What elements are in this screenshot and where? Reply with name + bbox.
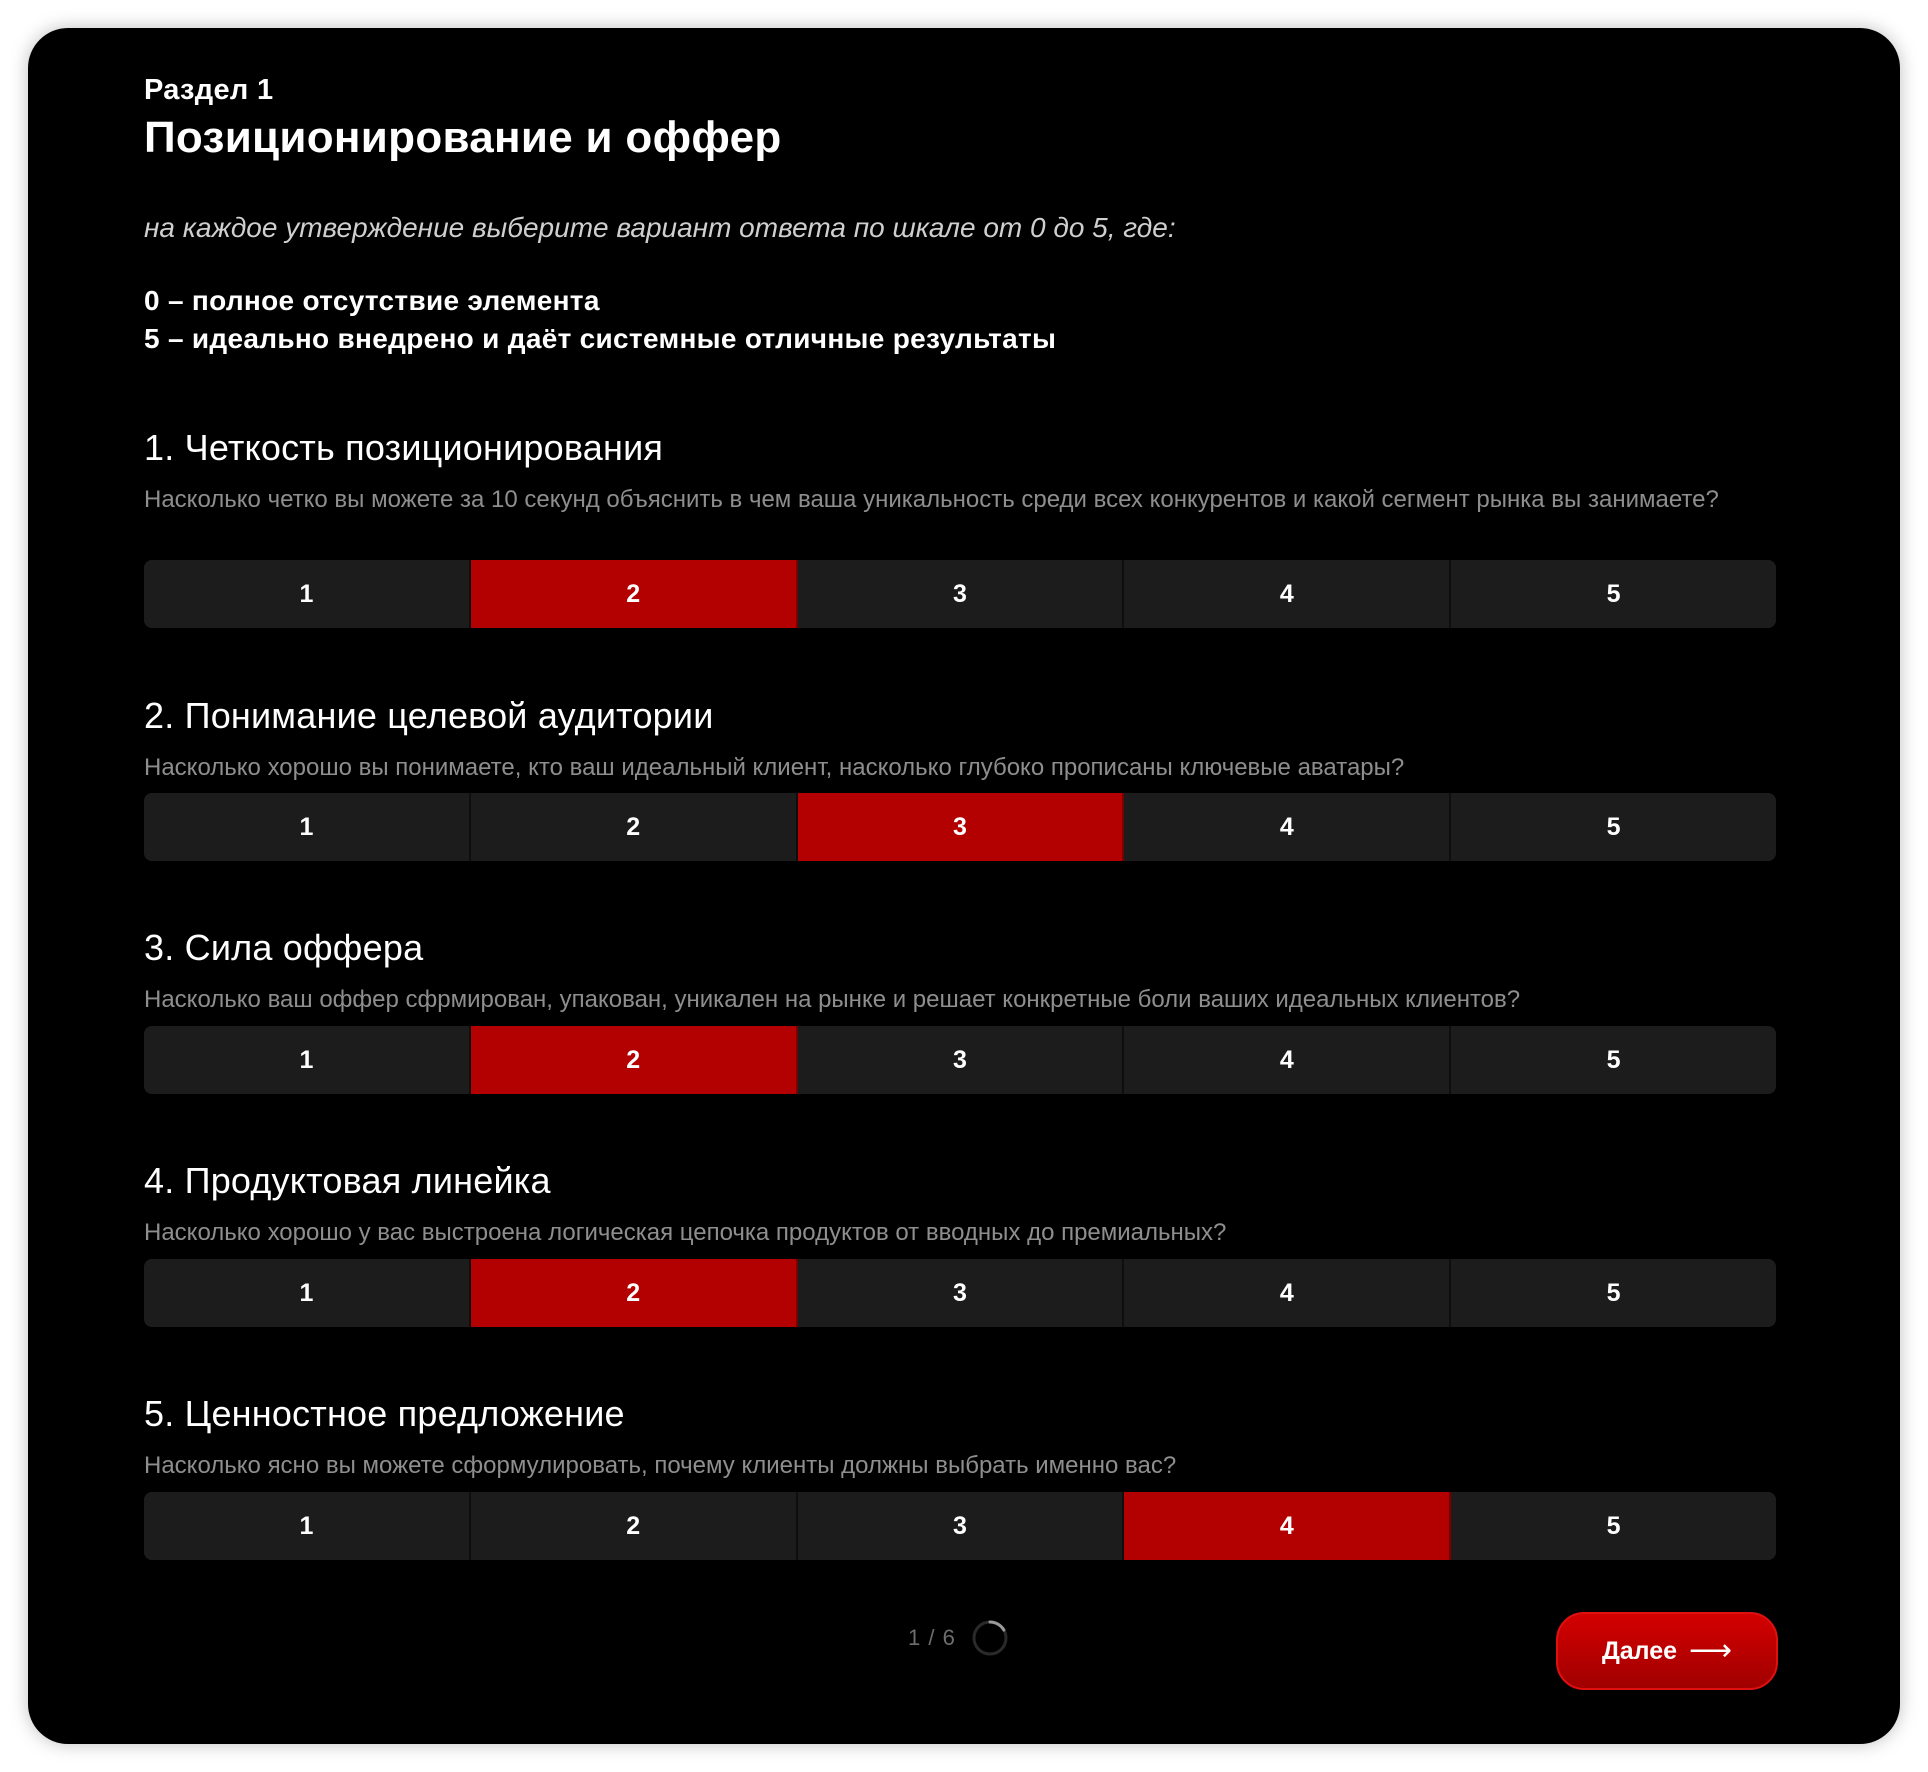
question-title: 1. Четкость позиционирования [144,427,664,468]
rating-scale-5 [144,1492,1776,1560]
question-title: 4. Продуктовая линейка [144,1160,551,1201]
arrow-right-icon: ⟶ [1689,1634,1733,1667]
survey-card [28,28,1900,1744]
next-button-label: Далее [1601,1636,1678,1665]
question-2 [144,694,1776,786]
question-4 [144,1159,1776,1251]
rating-option-2[interactable]: 2 [471,1259,798,1327]
rating-option-2[interactable]: 2 [471,793,798,861]
legend-zero: 0 – полное отсутствие элемента [144,285,600,316]
rating-option-1[interactable]: 1 [144,560,471,628]
rating-option-2[interactable]: 2 [471,1026,798,1094]
question-5 [144,1392,1776,1484]
progress-ring-icon [970,1618,1010,1658]
question-title: 2. Понимание целевой аудитории [144,695,714,736]
question-description: Насколько ясно вы можете сформулировать, почему клиенты должны выбрать именно вас? [144,1452,1177,1479]
rating-scale-1 [144,560,1776,628]
rating-option-1[interactable]: 1 [144,1259,471,1327]
rating-option-2[interactable]: 2 [471,560,798,628]
rating-option-5[interactable]: 5 [1451,560,1776,628]
rating-option-3[interactable]: 3 [798,560,1125,628]
rating-option-5[interactable]: 5 [1451,1026,1776,1094]
rating-option-3[interactable]: 3 [798,1259,1125,1327]
question-3 [144,926,1776,1018]
question-title: 5. Ценностное предложение [144,1393,625,1434]
question-description: Насколько хорошо вы понимаете, кто ваш идеальный клиент, насколько глубоко прописаны ключевые аватары? [144,754,1405,781]
rating-option-4[interactable]: 4 [1124,1492,1451,1560]
rating-option-3[interactable]: 3 [798,793,1125,861]
progress-indicator [908,1618,1010,1658]
progress-text: 1 / 6 [908,1625,956,1650]
next-button[interactable] [1556,1612,1778,1690]
rating-option-4[interactable]: 4 [1124,1259,1451,1327]
question-title: 3. Сила оффера [144,927,424,968]
rating-option-5[interactable]: 5 [1451,1492,1776,1560]
rating-option-4[interactable]: 4 [1124,793,1451,861]
rating-scale-3 [144,1026,1776,1094]
question-description: Насколько четко вы можете за 10 секунд объяснить в чем ваша уникальность среди всех конкурентов и какой сегмент рынка вы занимаете? [144,486,1719,513]
rating-option-3[interactable]: 3 [798,1026,1125,1094]
rating-option-5[interactable]: 5 [1451,1259,1776,1327]
section-title: Позиционирование и оффер [144,113,782,162]
rating-option-4[interactable]: 4 [1124,560,1451,628]
question-description: Насколько ваш оффер сфрмирован, упакован, уникален на рынке и решает конкретные боли ваших идеальных клиентов? [144,986,1521,1013]
rating-scale-2 [144,793,1776,861]
rating-option-5[interactable]: 5 [1451,793,1776,861]
rating-option-1[interactable]: 1 [144,1492,471,1560]
rating-scale-4 [144,1259,1776,1327]
question-1 [144,426,1776,518]
rating-option-4[interactable]: 4 [1124,1026,1451,1094]
instruction-text: на каждое утверждение выберите вариант ответа по шкале от 0 до 5, где: [144,212,1176,243]
rating-option-2[interactable]: 2 [471,1492,798,1560]
rating-option-3[interactable]: 3 [798,1492,1125,1560]
rating-option-1[interactable]: 1 [144,1026,471,1094]
legend-five: 5 – идеально внедрено и даёт системные отличные результаты [144,323,1057,354]
question-description: Насколько хорошо у вас выстроена логическая цепочка продуктов от вводных до премиальных? [144,1219,1227,1246]
section-label: Раздел 1 [144,74,274,106]
rating-option-1[interactable]: 1 [144,793,471,861]
